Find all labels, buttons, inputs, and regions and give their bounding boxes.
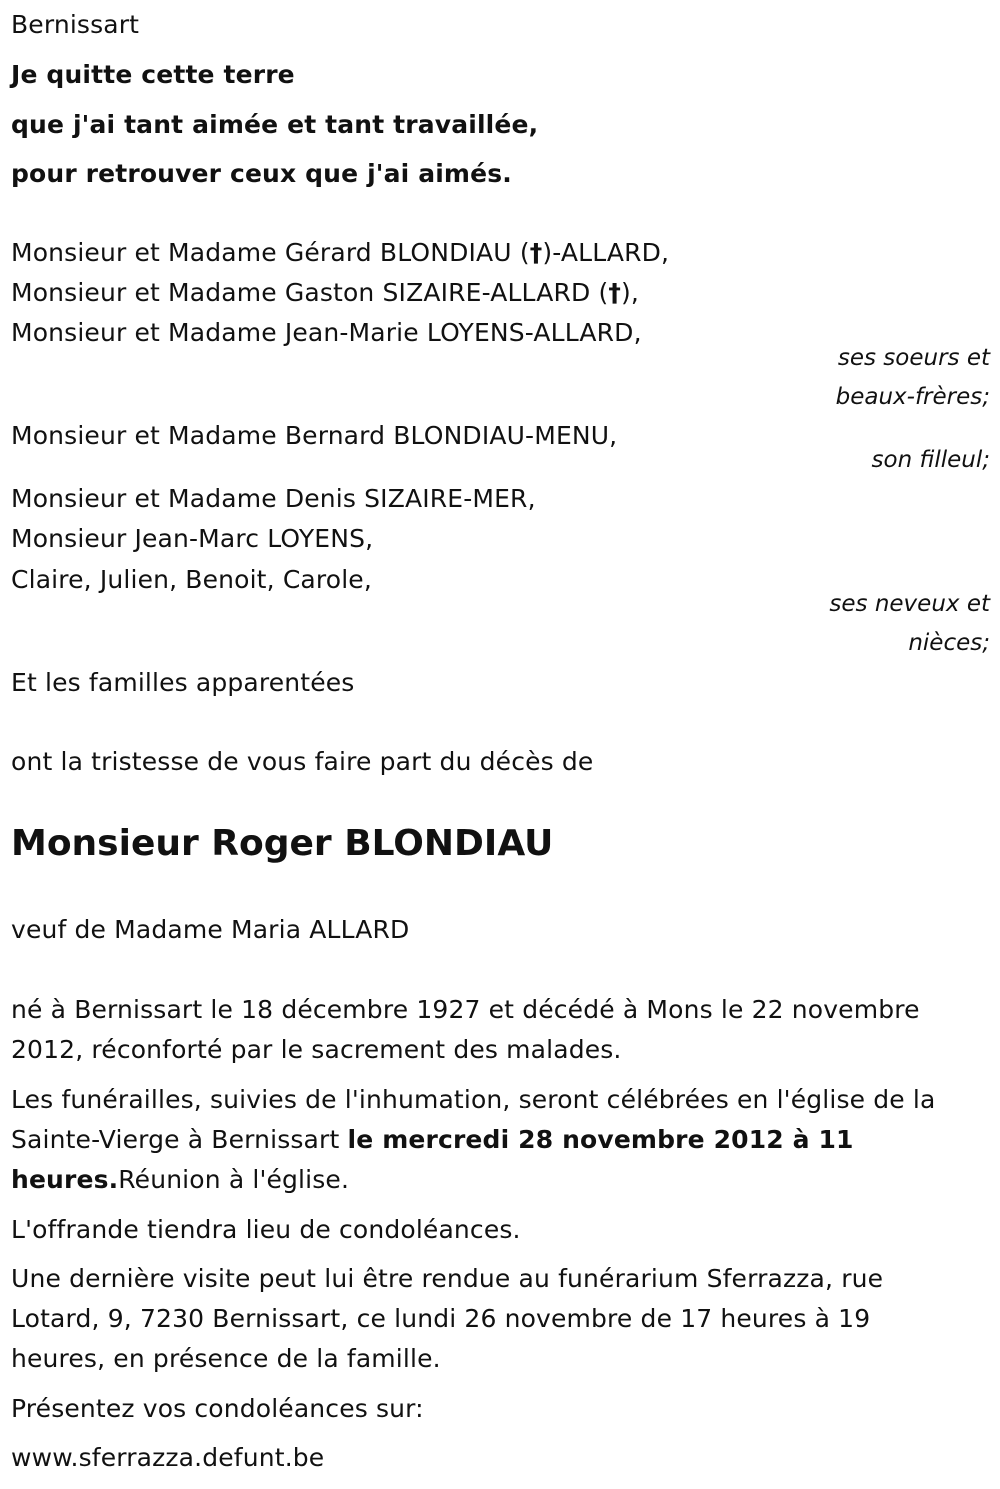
visit-line-1: Une dernière visite peut lui être rendue au funérarium Sferrazza, rue [11,1264,884,1293]
widower: veuf de Madame Maria ALLARD [11,915,410,944]
birth-death-line-1: né à Bernissart le 18 décembre 1927 et décédé à Mons le 22 novembre [11,995,920,1024]
families: Et les familles apparentées [11,668,355,697]
funeral-line-3: heures.Réunion à l'église. [11,1165,350,1194]
funeral-date: le mercredi 28 novembre 2012 à 11 [347,1125,854,1154]
funeral-line-1: Les funérailles, suivies de l'inhumation, seront célébrées en l'église de la [11,1085,936,1114]
cross-icon: † [608,278,622,307]
nephew-line-3: Claire, Julien, Benoit, Carole, [11,565,372,594]
condolences-label: Présentez vos condoléances sur: [11,1394,424,1423]
birth-death-line-2: 2012, réconforté par le sacrement des malades. [11,1035,622,1064]
sibling-line-1: Monsieur et Madame Gérard BLONDIAU (†)-ALLARD, [11,238,670,267]
website-link[interactable]: www.sferrazza.defunt.be [11,1443,325,1472]
funeral-line-2: Sainte-Vierge à Bernissart le mercredi 28 novembre 2012 à 11 [11,1125,854,1154]
visit-line-2: Lotard, 9, 7230 Bernissart, ce lundi 26 novembre de 17 heures à 19 [11,1304,871,1333]
godson-name: Monsieur et Madame Bernard BLONDIAU-MENU, [11,421,618,450]
sibling-line-3: Monsieur et Madame Jean-Marie LOYENS-ALLARD, [11,318,642,347]
offering: L'offrande tiendra lieu de condoléances. [11,1215,521,1244]
deceased-name: Monsieur Roger BLONDIAU [11,823,554,864]
cross-icon: † [529,238,543,267]
nephew-line-1: Monsieur et Madame Denis SIZAIRE-MER, [11,484,536,513]
sibling-line-2: Monsieur et Madame Gaston SIZAIRE-ALLARD (†), [11,278,640,307]
godson-role: son filleul; [871,447,990,473]
siblings-role-1: ses soeurs et [837,345,990,371]
announcement: ont la tristesse de vous faire part du décès de [11,747,594,776]
nephew-line-2: Monsieur Jean-Marc LOYENS, [11,524,374,553]
poem-line-2: que j'ai tant aimée et tant travaillée, [11,110,539,139]
siblings-role-2: beaux-frères; [835,384,990,410]
location: Bernissart [11,10,140,39]
poem-line-3: pour retrouver ceux que j'ai aimés. [11,159,512,188]
nephews-role-1: ses neveux et [829,591,990,617]
visit-line-3: heures, en présence de la famille. [11,1344,441,1373]
nephews-role-2: nièces; [908,630,990,656]
poem-line-1: Je quitte cette terre [11,60,295,89]
